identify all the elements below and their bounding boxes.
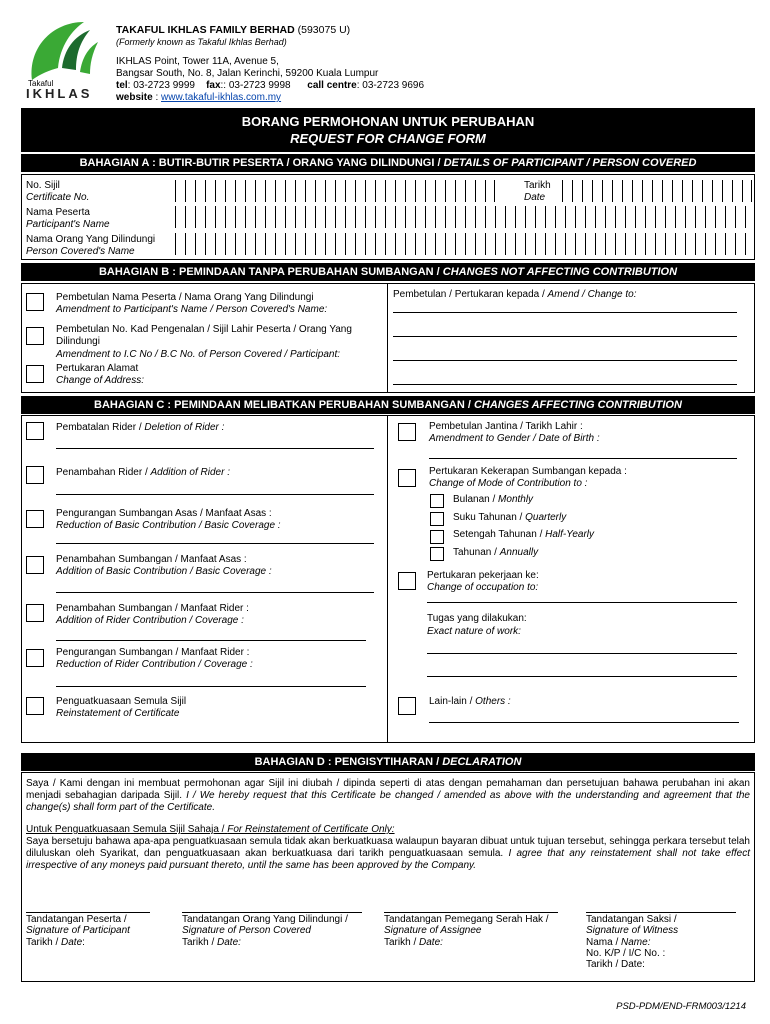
deletion-rider-label (56, 422, 224, 434)
logo-small-text: Takaful (28, 79, 54, 88)
witness-ic: No. K/P / I/C No. : (586, 948, 666, 959)
others-ms: Lain-lain / (429, 696, 473, 707)
declaration-1-ms: Saya / Kami dengan ini membuat permohonan agar Sijil ini diubah / dipinda seperti di atas dengan pemahaman dan persetujuan bahawa perubahan ini akan menjadi sebahagian daripada Sijil. (26, 778, 750, 801)
mode-change-label-en: Change of Mode of Contribution to : (429, 478, 588, 489)
gender-dob-line[interactable] (429, 458, 737, 459)
others-label (429, 696, 511, 708)
address-change-label-ms: Pertukaran Alamat (56, 363, 139, 374)
company-name: TAKAFUL IKHLAS FAMILY BERHAD (116, 24, 295, 36)
sig-assignee-label-ms: Tandatangan Pemegang Serah Hak / (384, 914, 549, 925)
half-yearly-checkbox[interactable] (430, 530, 444, 544)
sig-witness-label-ms: Tandatangan Saksi / (586, 914, 677, 925)
section-a-title-ms: BAHAGIAN A : BUTIR-BUTIR PESERTA / ORANG YANG DILINDUNGI / (79, 157, 441, 169)
cert-no-input[interactable] (175, 180, 495, 202)
section-b-header (21, 263, 755, 281)
name-amend-label-ms: Pembetulan Nama Peserta / Nama Orang Yang Dilindungi (56, 292, 314, 303)
addition-rider-ms: Penambahan Rider / (56, 467, 148, 478)
annually-checkbox[interactable] (430, 547, 444, 561)
declaration-1-en: I / We hereby request that this Certificate be changed / amended as above with the understanding and agreement that the change(s) shall form part of the Certificate. (26, 790, 750, 813)
reinstatement-label-ms: Penguatkuasaan Semula Sijil (56, 696, 187, 707)
deletion-rider-ms: Pembatalan Rider / (56, 422, 142, 433)
section-b-title-en: CHANGES NOT AFFECTING CONTRIBUTION (442, 266, 678, 278)
sig-participant-date: Tarikh / Date: (26, 937, 85, 948)
participant-name-label-en: Participant's Name (26, 219, 110, 230)
declaration-paragraph-2 (26, 836, 750, 872)
website-label: website (116, 92, 153, 103)
occupation-label-en: Change of occupation to: (427, 582, 539, 593)
reduce-rider-contrib-checkbox[interactable] (26, 649, 44, 667)
monthly-ms: Bulanan / (453, 494, 496, 505)
others-en: Others : (475, 696, 511, 707)
company-contacts (116, 80, 424, 92)
reinstatement-heading-ms: Untuk Penguatkuasaan Semula Sijil Sahaja / (26, 824, 225, 835)
covered-name-input[interactable] (175, 233, 755, 255)
gender-dob-label-en: Amendment to Gender / Date of Birth : (429, 433, 600, 444)
nature-work-label-en: Exact nature of work: (427, 626, 521, 637)
occupation-line[interactable] (427, 602, 737, 603)
monthly-checkbox[interactable] (430, 494, 444, 508)
witness-name-ms: Nama / (586, 937, 619, 948)
annually-ms: Tahunan / (453, 547, 497, 558)
form-title-en: REQUEST FOR CHANGE FORM (290, 131, 486, 146)
name-amend-label-en: Amendment to Participant's Name / Person Covered's Name: (56, 304, 328, 315)
sig-assignee-date-ms: Tarikh / (384, 937, 417, 948)
others-line[interactable] (429, 722, 739, 723)
quarterly-en: Quarterly (525, 512, 567, 523)
covered-name-label-ms: Nama Orang Yang Dilindungi (26, 234, 156, 245)
company-website-line: website : www.takaful-ikhlas.com.my (116, 92, 282, 103)
sig-covered-line[interactable] (182, 912, 362, 913)
section-c-title-en: CHANGES AFFECTING CONTRIBUTION (473, 399, 682, 411)
reinstatement-checkbox[interactable] (26, 697, 44, 715)
company-logo (22, 18, 114, 106)
sig-witness-label-en: Signature of Witness (586, 925, 679, 936)
add-basic-checkbox[interactable] (26, 556, 44, 574)
centre-label: call centre (307, 80, 357, 91)
sig-covered-date-ms: Tarikh / (182, 937, 215, 948)
others-checkbox[interactable] (398, 697, 416, 715)
sig-assignee-date-en: Date: (419, 937, 443, 948)
section-c-title-ms: BAHAGIAN C : PEMINDAAN MELIBATKAN PERUBAHAN SUMBANGAN / (94, 399, 471, 411)
section-d-header (21, 753, 755, 771)
reinstatement-label-en: Reinstatement of Certificate (56, 708, 180, 719)
sig-assignee-line[interactable] (384, 912, 558, 913)
declaration-2-ms: Saya bersetuju bahawa apa-apa penguatkuasaan semula tidak akan berkuatkuasa walaupun bayaran dibuat untuk tujuan tersebut, sehingga perkara tersebut telah diluluskan oleh Syarikat, dan penguatkuasaan akan berkuatkuasa dari tarikh penguatkuasaan semula. (26, 836, 750, 859)
ic-amend-label-en: Amendment to I.C No / B.C No. of Person Covered / Participant: (56, 349, 341, 360)
date-input[interactable] (562, 180, 752, 202)
logo-big-text: IKHLAS (26, 86, 93, 101)
gender-dob-label-ms: Pembetulan Jantina / Tarikh Lahir : (429, 421, 583, 432)
sig-covered-date-en: Date: (217, 937, 241, 948)
cert-no-label-ms: No. Sijil (26, 180, 60, 191)
ic-amend-label-ms-2: Dilindungi (56, 336, 100, 347)
add-basic-label-en: Addition of Basic Contribution / Basic Coverage : (56, 566, 272, 577)
amend-line-3[interactable] (393, 360, 737, 361)
address-change-label-en: Change of Address: (56, 375, 145, 386)
sig-participant-label-ms: Tandatangan Peserta / (26, 914, 127, 925)
witness-name-en: Name: (621, 937, 651, 948)
quarterly-ms: Suku Tahunan / (453, 512, 523, 523)
half-yearly-en: Half-Yearly (545, 529, 595, 540)
deletion-rider-checkbox[interactable] (26, 422, 44, 440)
addition-rider-label (56, 467, 230, 479)
monthly-en: Monthly (498, 494, 534, 505)
add-rider-contrib-line[interactable] (56, 640, 366, 641)
company-reg: (593075 U) (297, 24, 351, 36)
amend-change-to-en: Amend / Change to: (547, 289, 637, 300)
sig-witness-line[interactable] (586, 912, 736, 913)
tel-label: tel (116, 80, 128, 91)
fax-label: fax (206, 80, 221, 91)
deletion-rider-line[interactable] (56, 448, 374, 449)
amend-change-to-ms: Pembetulan / Pertukaran kepada / (393, 289, 545, 300)
witness-date: Tarikh / Date: (586, 959, 645, 970)
sig-participant-label-en: Signature of Participant (26, 925, 130, 936)
declaration-paragraph-1 (26, 778, 750, 814)
reduce-rider-contrib-line[interactable] (56, 686, 366, 687)
nature-work-label-ms: Tugas yang dilakukan: (427, 613, 527, 624)
section-d-title-ms: BAHAGIAN D : PENGISYTIHARAN / (254, 756, 440, 768)
gender-dob-checkbox[interactable] (398, 423, 416, 441)
reinstatement-heading-en: For Reinstatement of Certificate Only: (227, 824, 395, 835)
annually-label (453, 547, 538, 559)
section-b-divider (387, 283, 388, 393)
half-yearly-label (453, 529, 594, 541)
monthly-label (453, 494, 533, 506)
cert-no-label-en: Certificate No. (26, 192, 90, 203)
section-a-header (21, 154, 755, 172)
ic-amend-label-ms-1: Pembetulan No. Kad Pengenalan / Sijil Lahir Peserta / Orang Yang (56, 324, 352, 335)
section-c-frame (21, 415, 755, 743)
section-a-title-en: DETAILS OF PARTICIPANT / PERSON COVERED (443, 157, 697, 169)
deletion-rider-en: Deletion of Rider : (144, 422, 225, 433)
amend-line-1[interactable] (393, 312, 737, 313)
form-title-box (21, 108, 755, 152)
tel-value: : 03-2723 9999 (127, 80, 195, 91)
occupation-label-ms: Pertukaran pekerjaan ke: (427, 570, 539, 581)
quarterly-label (453, 512, 566, 524)
reduce-basic-label-ms: Pengurangan Sumbangan Asas / Manfaat Asas : (56, 508, 272, 519)
date-label-en: Date (524, 192, 546, 203)
section-c-divider (387, 415, 388, 743)
sig-participant-date-en: Date (61, 937, 83, 948)
form-code: PSD-PDM/END-FRM003/1214 (616, 1001, 746, 1012)
participant-name-input[interactable] (175, 206, 755, 228)
quarterly-checkbox[interactable] (430, 512, 444, 526)
addition-rider-checkbox[interactable] (26, 466, 44, 484)
reduce-rider-contrib-label-en: Reduction of Rider Contribution / Coverage : (56, 659, 253, 670)
covered-name-label-en: Person Covered's Name (26, 246, 135, 257)
amend-change-to-label (393, 289, 637, 301)
addition-rider-line[interactable] (56, 494, 374, 495)
sig-covered-date (182, 937, 241, 949)
addition-rider-en: Addition of Rider : (150, 467, 231, 478)
form-title-ms: BORANG PERMOHONAN UNTUK PERUBAHAN (241, 114, 535, 129)
sig-participant-date-ms: Tarikh / (26, 937, 59, 948)
company-name-line (116, 24, 350, 36)
participant-name-label-ms: Nama Peserta (26, 207, 90, 218)
add-basic-label-ms: Penambahan Sumbangan / Manfaat Asas : (56, 554, 247, 565)
date-label-ms: Tarikh (524, 180, 551, 191)
section-c-header (21, 396, 755, 414)
mode-change-label-ms: Pertukaran Kekerapan Sumbangan kepada : (429, 466, 627, 477)
nature-work-line-2[interactable] (427, 676, 737, 677)
centre-value: : 03-2723 9696 (356, 80, 425, 91)
annually-en: Annually (499, 547, 539, 558)
sig-assignee-date (384, 937, 443, 949)
name-amend-checkbox[interactable] (26, 293, 44, 311)
reinstatement-heading (26, 824, 395, 836)
amend-line-4[interactable] (393, 384, 737, 385)
amend-line-2[interactable] (393, 336, 737, 337)
website-link[interactable]: www.takaful-ikhlas.com.my (161, 92, 282, 103)
add-basic-line[interactable] (56, 592, 374, 593)
reduce-basic-checkbox[interactable] (26, 510, 44, 528)
sig-participant-line[interactable] (26, 912, 150, 913)
section-b-title-ms: BAHAGIAN B : PEMINDAAN TANPA PERUBAHAN SUMBANGAN / (98, 266, 440, 278)
reduce-rider-contrib-label-ms: Pengurangan Sumbangan / Manfaat Rider : (56, 647, 250, 658)
declaration-2-en: I agree that any reinstatement shall not take effect irrespective of any moneys paid pursuant thereto, until the same has been approved by the Company. (26, 848, 751, 871)
sig-assignee-label-en: Signature of Assignee (384, 925, 482, 936)
occupation-checkbox[interactable] (398, 572, 416, 590)
sig-covered-label-en: Signature of Person Covered (182, 925, 311, 936)
section-d-title-en: DECLARATION (442, 756, 522, 768)
ic-amend-checkbox[interactable] (26, 327, 44, 345)
fax-value: :: 03-2723 9998 (220, 80, 291, 91)
add-rider-contrib-label-en: Addition of Rider Contribution / Coverage : (56, 615, 244, 626)
reduce-basic-line[interactable] (56, 543, 374, 544)
half-yearly-ms: Setengah Tahunan / (453, 529, 543, 540)
company-address-1: IKHLAS Point, Tower 11A, Avenue 5, (116, 56, 279, 67)
address-change-checkbox[interactable] (26, 365, 44, 383)
nature-work-line-1[interactable] (427, 653, 737, 654)
mode-change-checkbox[interactable] (398, 469, 416, 487)
add-rider-contrib-checkbox[interactable] (26, 604, 44, 622)
company-address-2: Bangsar South, No. 8, Jalan Kerinchi, 59200 Kuala Lumpur (116, 68, 379, 79)
reduce-basic-label-en: Reduction of Basic Contribution / Basic Coverage : (56, 520, 281, 531)
sig-covered-label-ms: Tandatangan Orang Yang Dilindungi / (182, 914, 348, 925)
company-formerly: (Formerly known as Takaful Ikhlas Berhad) (116, 37, 287, 47)
add-rider-contrib-label-ms: Penambahan Sumbangan / Manfaat Rider : (56, 603, 249, 614)
